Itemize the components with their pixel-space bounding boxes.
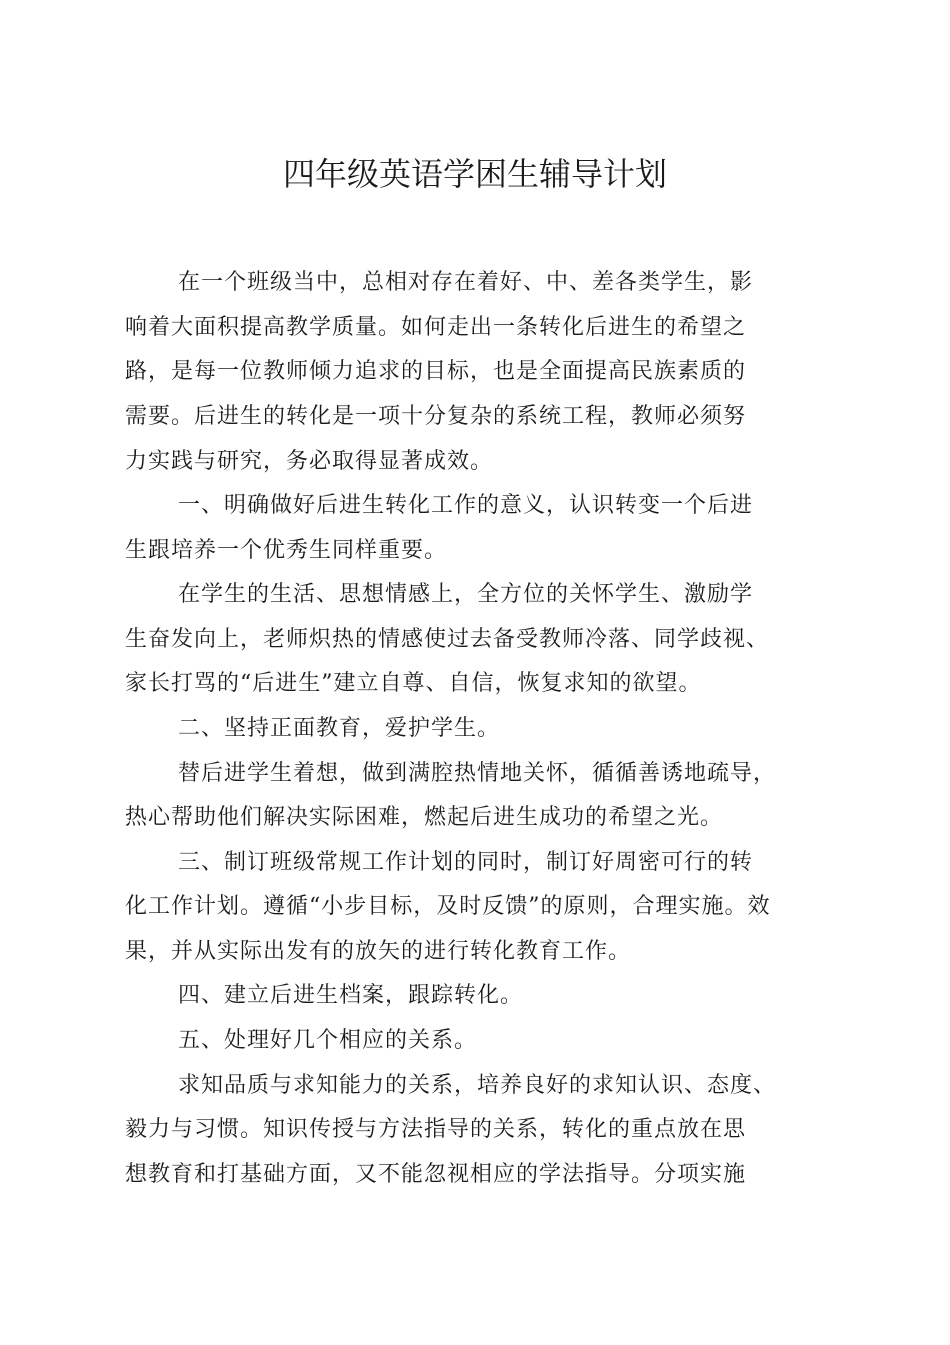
paragraph-line: 力实践与研究，务必取得显著成效。 [125, 449, 494, 474]
paragraph-line: 响着大面积提高教学质量。如何走出一条转化后进生的希望之 [125, 315, 747, 340]
paragraph-line: 替后进学生着想，做到满腔热情地关怀，循循善诱地疏导， [178, 761, 777, 786]
paragraph-line: 在学生的生活、思想情感上，全方位的关怀学生、激励学 [178, 582, 754, 607]
section-heading-line: 生跟培养一个优秀生同样重要。 [125, 538, 448, 563]
section-heading-line: 一、明确做好后进生转化工作的意义，认识转变一个后进 [178, 493, 754, 518]
section-heading-line: 二、坚持正面教育，爱护学生。 [178, 716, 501, 741]
paragraph-line: 毅力与习惯。知识传授与方法指导的关系，转化的重点放在思 [125, 1117, 747, 1142]
paragraph-line: 热心帮助他们解决实际困难，燃起后进生成功的希望之光。 [125, 805, 724, 830]
paragraph-line: 在一个班级当中，总相对存在着好、中、差各类学生，影 [178, 270, 754, 295]
paragraph-line: 想教育和打基础方面，又不能忽视相应的学法指导。分项实施 [125, 1162, 747, 1187]
section-heading-line: 五、处理好几个相应的关系。 [178, 1028, 478, 1053]
paragraph-line: 生奋发向上，老师炽热的情感使过去备受教师冷落、同学歧视、 [125, 627, 770, 652]
section-heading-line: 四、建立后进生档案，跟踪转化。 [178, 983, 524, 1008]
section-heading-line: 果，并从实际出发有的放矢的进行转化教育工作。 [125, 939, 632, 964]
paragraph-line: 路，是每一位教师倾力追求的目标，也是全面提高民族素质的 [125, 359, 747, 384]
section-heading-line: 化工作计划。遵循“小步目标，及时反馈”的原则，合理实施。效 [125, 894, 771, 919]
section-heading-line: 三、制订班级常规工作计划的同时，制订好周密可行的转 [178, 850, 754, 875]
paragraph-line: 求知品质与求知能力的关系，培养良好的求知认识、态度、 [178, 1073, 777, 1098]
document-title: 四年级英语学困生辅导计划 [282, 155, 667, 193]
paragraph-line: 需要。后进生的转化是一项十分复杂的系统工程，教师必须努 [125, 404, 747, 429]
paragraph-line: 家长打骂的“后进生”建立自尊、自信，恢复求知的欲望。 [125, 671, 702, 696]
